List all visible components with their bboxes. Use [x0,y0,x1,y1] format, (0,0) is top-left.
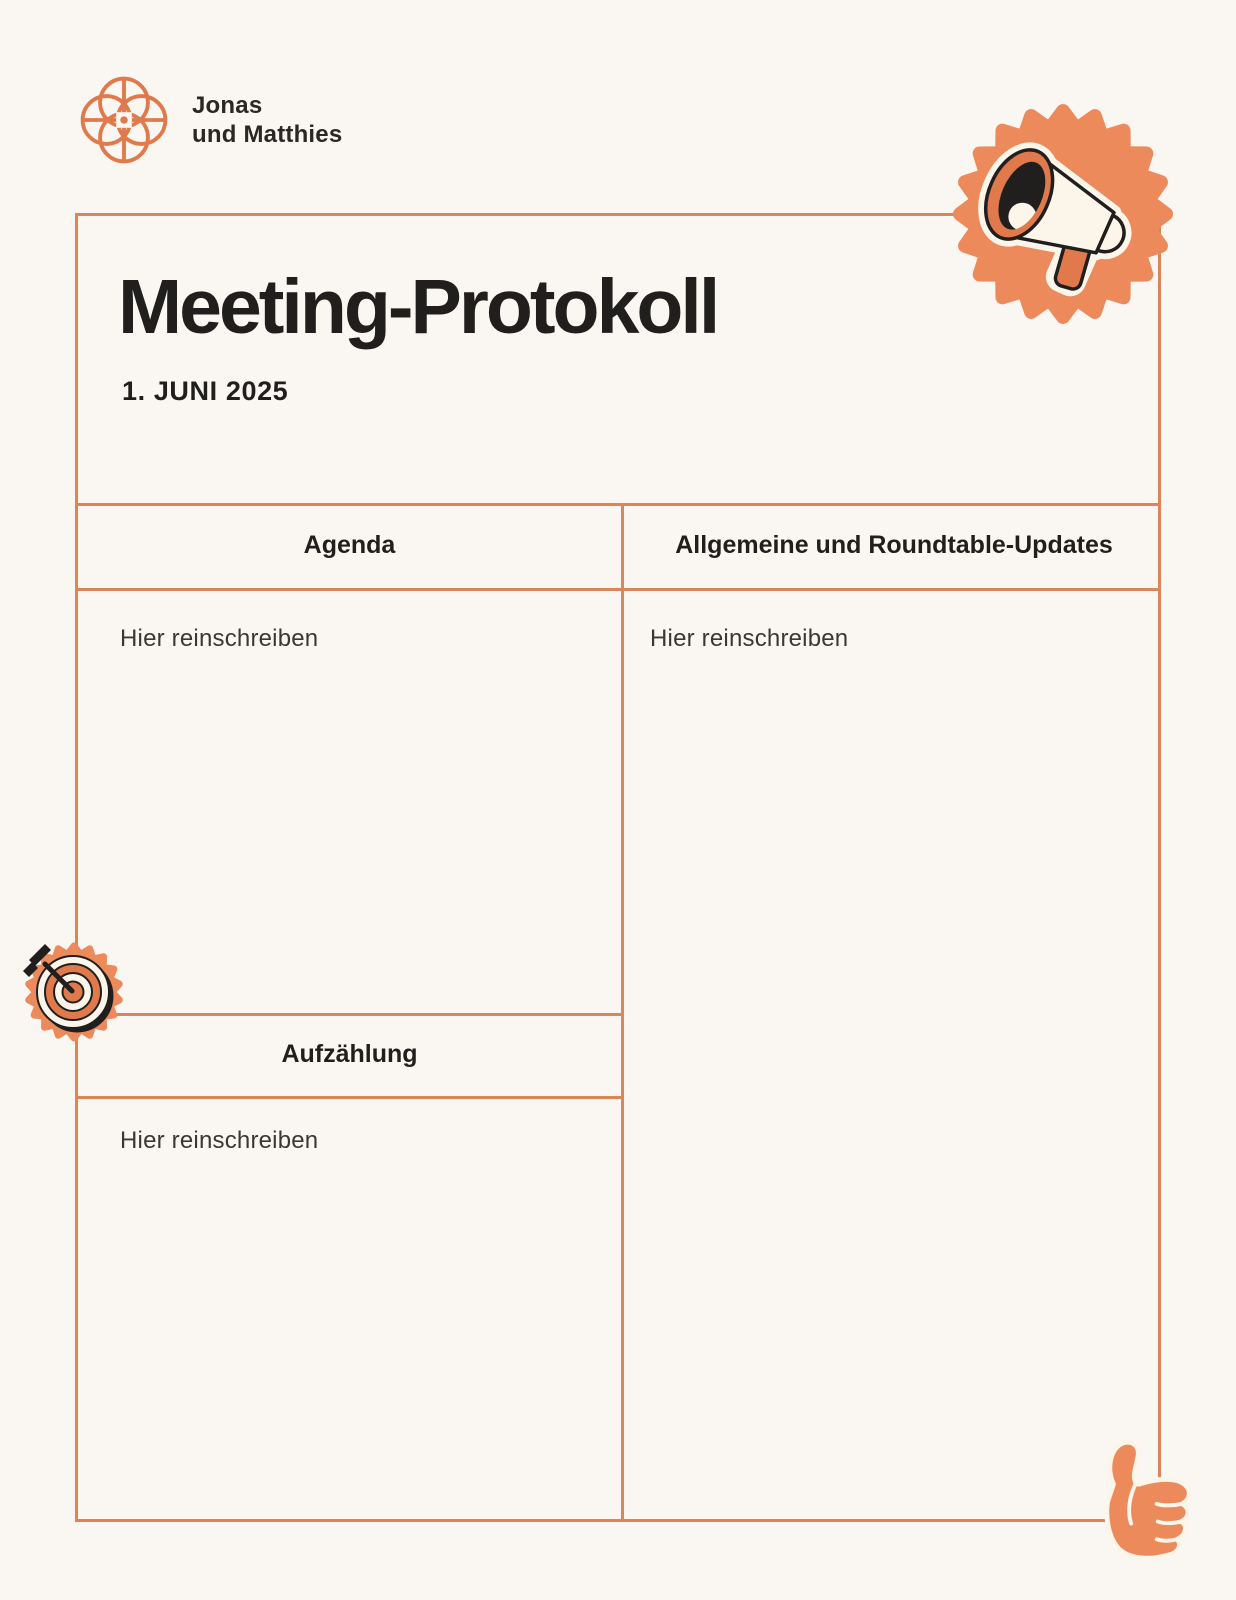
brand-name-line2: und Matthies [192,121,343,148]
table-column-divider [621,503,624,1519]
list-header-cell [78,1013,621,1096]
agenda-placeholder-text[interactable]: Hier reinschreiben [120,625,319,652]
flower-logo-icon [78,74,170,166]
page-title: Meeting-Protokoll [118,264,718,350]
agenda-header-label: Agenda [303,531,396,559]
brand-header [78,74,342,166]
agenda-header-cell [78,503,621,588]
list-placeholder-text[interactable]: Hier reinschreiben [120,1127,319,1154]
brand-name-line1: Jonas [192,92,263,119]
document-date: 1. JUNI 2025 [122,376,289,406]
protocol-sheet [75,213,1161,1522]
list-section-bottom-line [78,1096,621,1099]
megaphone-icon [941,92,1185,336]
target-dart-icon [18,936,130,1048]
updates-header-label: Allgemeine und Roundtable-Updates [675,531,1113,559]
table-header-bottom-line [78,588,1158,591]
updates-header-cell [624,503,1164,588]
thumbs-up-icon [1078,1420,1200,1570]
brand-name [192,91,342,149]
list-header-label: Aufzählung [281,1040,418,1068]
updates-placeholder-text[interactable]: Hier reinschreiben [650,625,849,652]
